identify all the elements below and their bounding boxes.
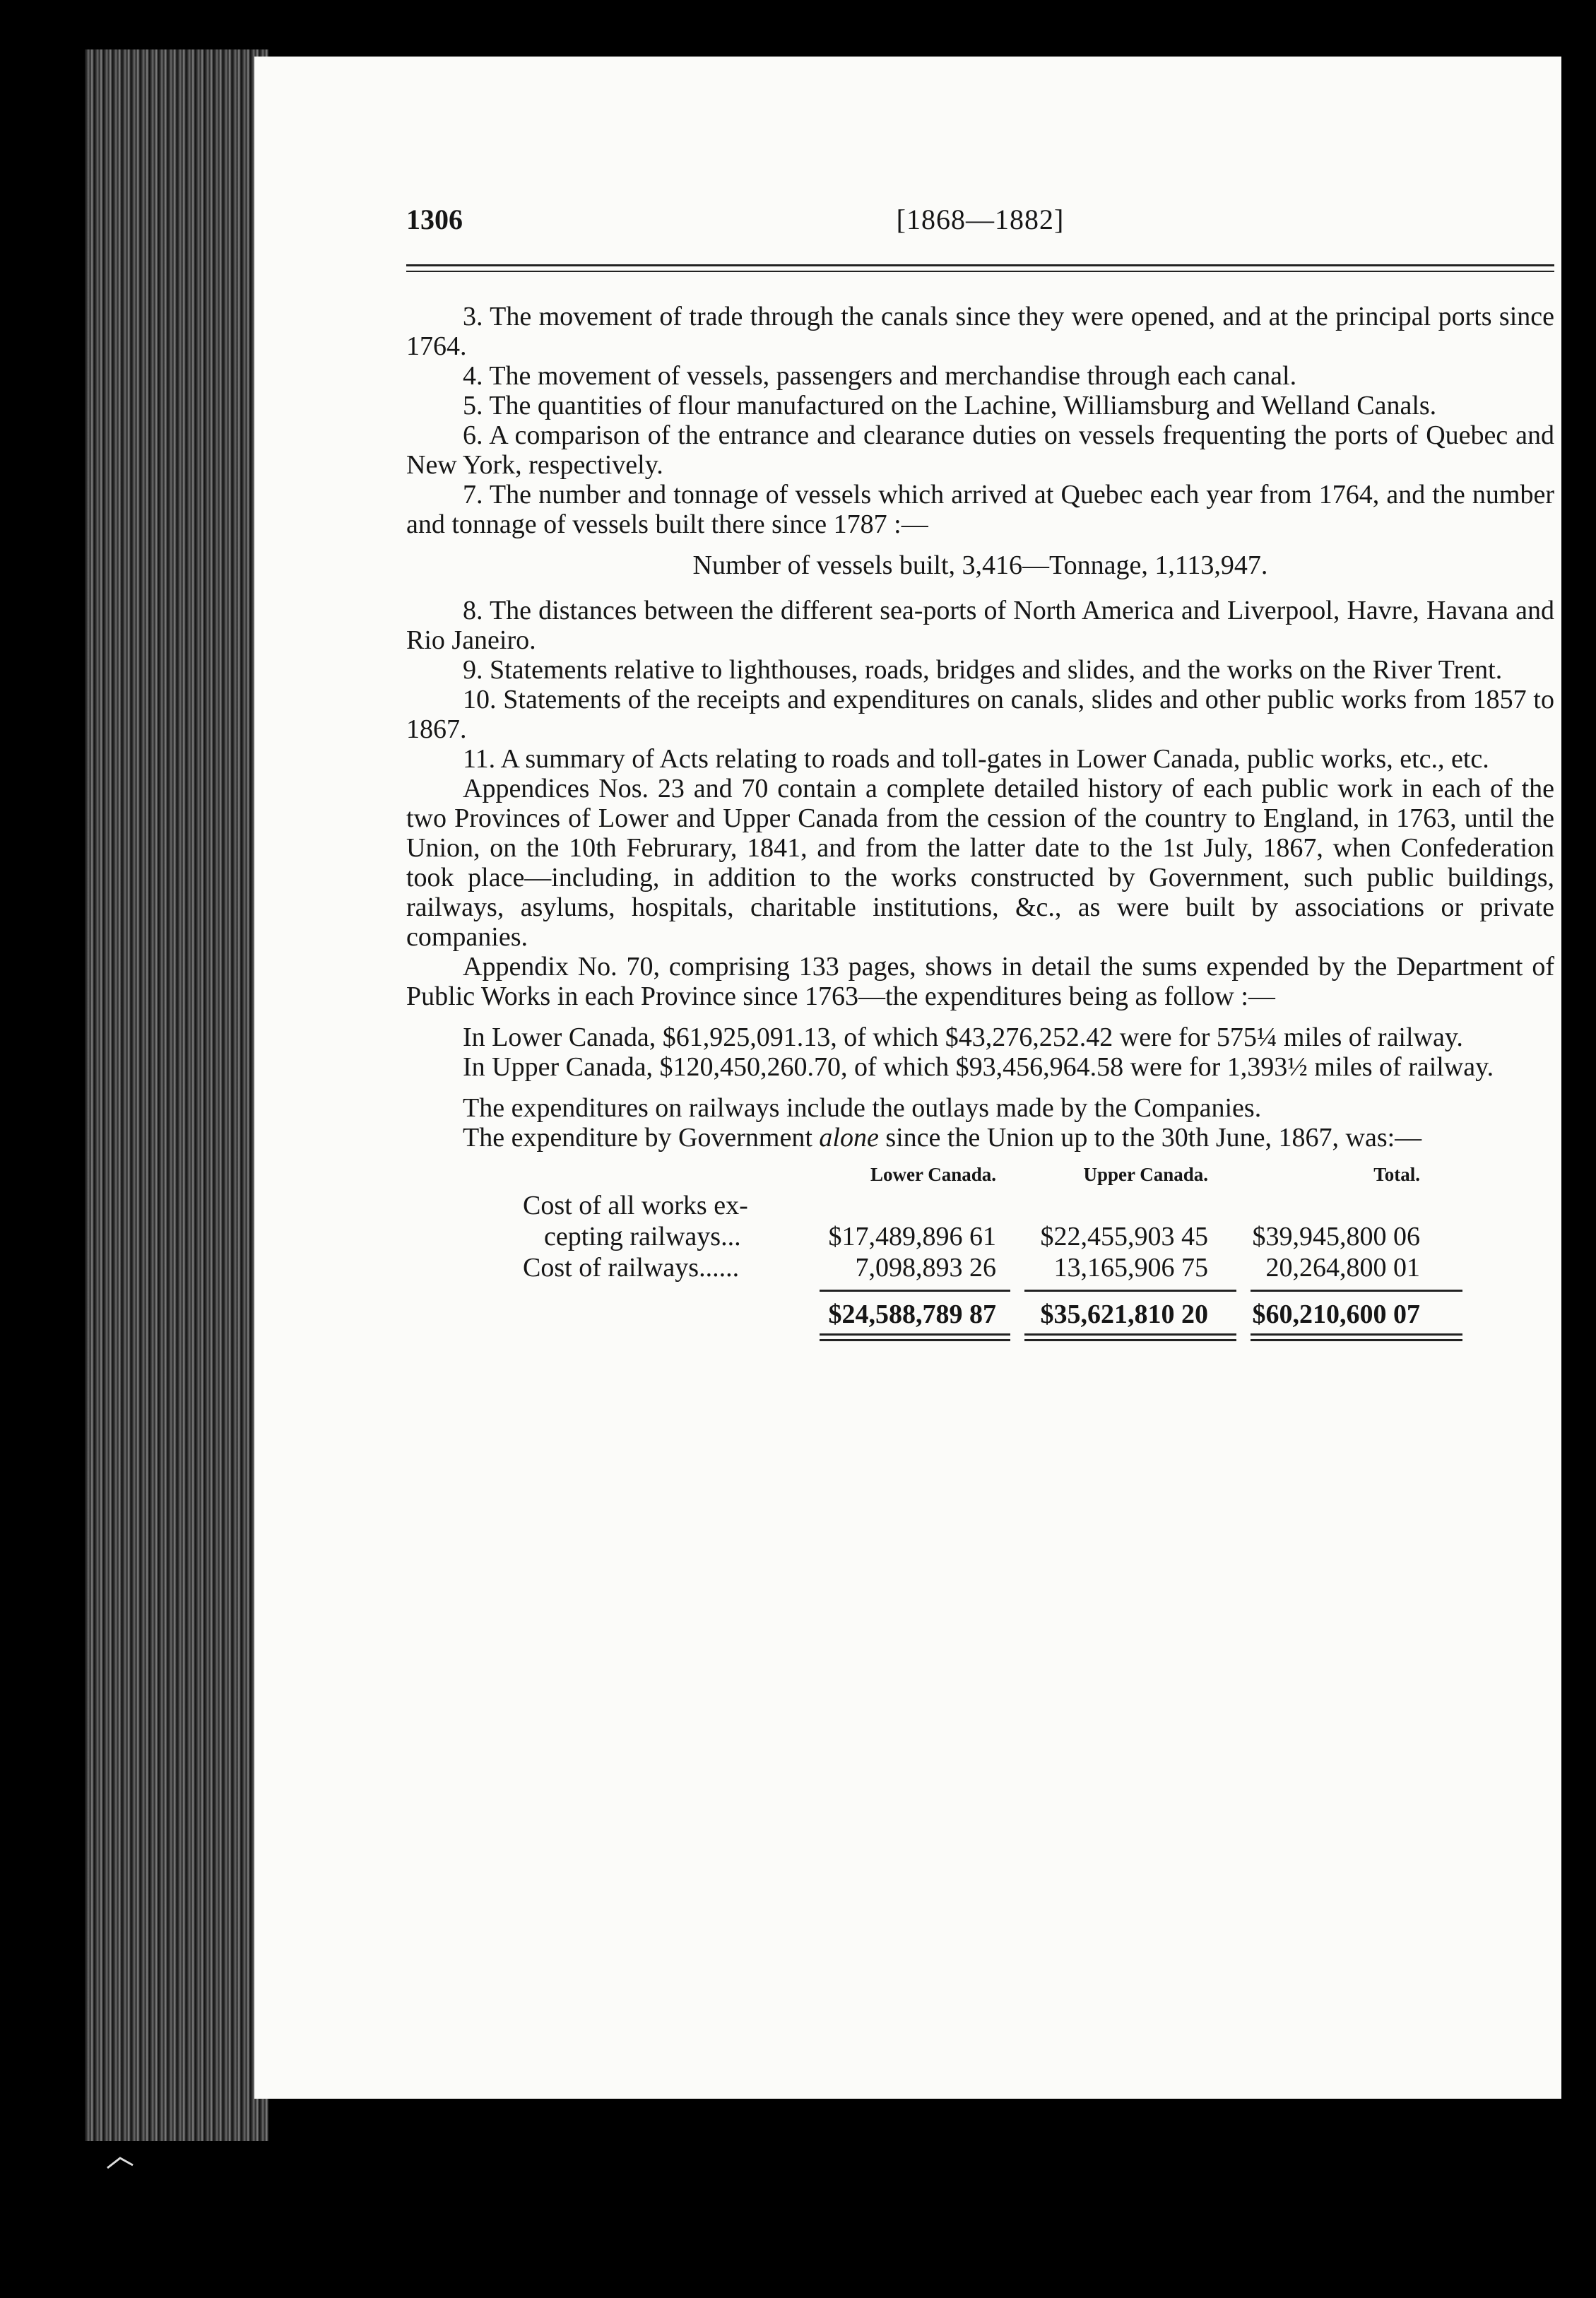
- table-row: [523, 1251, 1547, 1283]
- item-4: 4. The movement of vessels, passengers and merchandise through each canal.: [463, 361, 1297, 391]
- lower-canada-paragraph: In Lower Canada, $61,925,091.13, of which $43,276,252.42 were for 575¼ miles of railway.: [463, 1023, 1463, 1052]
- header-upper-canada: Upper Canada.: [1083, 1164, 1208, 1185]
- running-head-date-range: [1868—1882]: [896, 204, 1065, 235]
- rule-lower: [820, 1290, 1010, 1292]
- header-rule: [406, 264, 1554, 272]
- corner-mark-icon: [106, 2155, 134, 2169]
- vessels-built-line: Number of vessels built, 3,416—Tonnage, 1,113,947.: [692, 550, 1268, 580]
- row1-total: $39,945,800 06: [1252, 1222, 1420, 1251]
- double-rule-upper: [1024, 1333, 1236, 1341]
- rule-total: [1251, 1290, 1462, 1292]
- table-header-row: [523, 1161, 1547, 1189]
- expenditure-table: [523, 1161, 1547, 1345]
- table-total-row: [523, 1298, 1547, 1329]
- total-double-rules: [523, 1329, 1547, 1345]
- total-grand: $60,210,600 07: [1252, 1300, 1420, 1329]
- upper-canada-paragraph: In Upper Canada, $120,450,260.70, of which $93,456,964.58 were for 1,393½ miles of railway.: [463, 1052, 1494, 1082]
- gov-text-pre: The expenditure by Government: [463, 1123, 820, 1153]
- item-6: 6. A comparison of the entrance and clearance duties on vessels frequenting the ports of Quebec and New York, respectively.: [406, 420, 1554, 480]
- total-upper: $35,621,810 20: [1040, 1300, 1208, 1329]
- row1-label-a: Cost of all works ex-: [523, 1191, 748, 1220]
- item-9: 9. Statements relative to lighthouses, roads, bridges and slides, and the works on the River Trent.: [463, 655, 1503, 685]
- gov-text-post: since the Union up to the 30th June, 1867, was:—: [878, 1123, 1422, 1153]
- row1-label-b: cepting railways...: [544, 1222, 741, 1251]
- table-row-label-continued: [523, 1189, 1547, 1220]
- rule-upper: [1024, 1290, 1236, 1292]
- page-text-block: [406, 205, 1554, 1345]
- total-lower: $24,588,789 87: [828, 1300, 996, 1329]
- row2-label: Cost of railways......: [523, 1253, 740, 1283]
- appendices-paragraph: Appendices Nos. 23 and 70 contain a complete detailed history of each public work in each of the two Provinces of Lower and Upper Canada from the cession of the country to England, in 1763, until the Union, on the 10th Februrary, 1841, and from the latter date to the 1st July, 1867, when Confederation took place—including, in addition to the works constructed by Government, such public buildings, railways, asylums, hospitals, charitable institutions, &c., as were built by associations or private companies.: [406, 774, 1554, 952]
- gov-text-emphasis: alone: [819, 1123, 879, 1153]
- item-5: 5. The quantities of flour manufactured on the Lachine, Williamsburg and Welland Canals.: [463, 391, 1437, 420]
- subtotal-rules: [523, 1283, 1547, 1298]
- item-3: 3. The movement of trade through the canals since they were opened, and at the principal ports since 1764.: [406, 302, 1554, 361]
- running-head: [406, 205, 1554, 254]
- table-row: [523, 1220, 1547, 1251]
- double-rule-total: [1251, 1333, 1462, 1341]
- row1-upper: $22,455,903 45: [1040, 1222, 1208, 1251]
- item-7: 7. The number and tonnage of vessels which arrived at Quebec each year from 1764, and the number and tonnage of vessels built there since 1787 :—: [406, 480, 1554, 539]
- government-expenditure-paragraph: [406, 1123, 1554, 1153]
- header-total: Total.: [1373, 1164, 1420, 1185]
- row2-total: 20,264,800 01: [1265, 1253, 1420, 1283]
- item-8: 8. The distances between the different sea-ports of North America and Liverpool, Havre, Havana and Rio Janeiro.: [406, 596, 1554, 655]
- row2-lower: 7,098,893 26: [855, 1253, 996, 1283]
- double-rule-lower: [820, 1333, 1010, 1341]
- header-lower-canada: Lower Canada.: [870, 1164, 996, 1185]
- book-page-edges: [85, 49, 268, 2141]
- row2-upper: 13,165,906 75: [1053, 1253, 1208, 1283]
- row1-lower: $17,489,896 61: [828, 1222, 996, 1251]
- item-11: 11. A summary of Acts relating to roads and toll-gates in Lower Canada, public works, etc., etc.: [463, 744, 1489, 774]
- outlays-paragraph: The expenditures on railways include the outlays made by the Companies.: [463, 1093, 1262, 1123]
- item-10: 10. Statements of the receipts and expenditures on canals, slides and other public works from 1857 to 1867.: [406, 685, 1554, 744]
- appendix-70-paragraph: Appendix No. 70, comprising 133 pages, shows in detail the sums expended by the Department of Public Works in each Province since 1763—the expenditures being as follow :—: [406, 952, 1554, 1011]
- page-number: 1306: [406, 204, 463, 235]
